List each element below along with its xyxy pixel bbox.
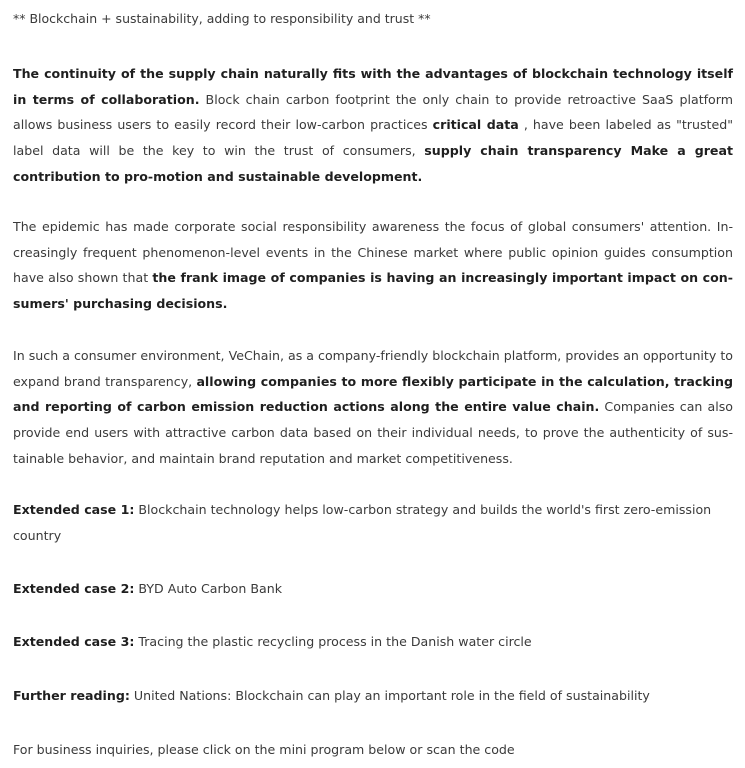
bold-phrase: The continuity of the supply chain naturally fits with the advantages of blockchain technology itself in terms of collaboration. [13,66,733,107]
case-text: Tracing the plastic recycling process in the Danish water circle [134,634,532,649]
paragraph-supply-chain [13,61,733,190]
further-reading[interactable] [13,683,733,709]
extended-case-3[interactable] [13,629,733,655]
further-reading-text: United Nations: Blockchain can play an important role in the field of sustainability [129,688,650,703]
body-text: , have been labeled as "trusted" label data will be the key to win the trust of consumers, [13,117,733,159]
bold-phrase: supply chain transparency Make a great contribution to pro-motion and sustainable development. [13,143,733,184]
extended-case-2[interactable] [13,576,733,602]
body-text: Block chain carbon footprint the only chain to provide retroactive SaaS platform allows business users to easily record their low-carbon practices [13,91,733,133]
bold-phrase: allowing companies to more flexibly participate in the calculation, tracking and reporting of carbon emission reduction actions along the entire value chain. [13,373,733,415]
body-text: Companies can also provide end users with attractive carbon data based on their individual needs, to prove the authenticity of sus-tainable behavior, and maintain brand reputation and market competitiveness. [13,399,733,466]
business-inquiry: For business inquiries, please click on the mini program below or scan the code [13,742,515,757]
bold-phrase: the frank image of companies is having an increasingly important impact on con-sumers' purchasing decisions. [13,270,733,312]
case-label: Extended case 1: [13,502,135,517]
case-label: Extended case 3: [13,634,135,649]
case-text: Blockchain technology helps low-carbon strategy and builds the world's first zero-emission country [13,502,712,543]
case-text: BYD Auto Carbon Bank [134,581,283,596]
paragraph-epidemic [13,214,733,317]
paragraph-vechain [13,343,733,472]
case-label: Extended case 2: [13,581,135,596]
article-heading: ** Blockchain + sustainability, adding to responsibility and trust ** [13,11,431,26]
extended-case-1[interactable] [13,497,733,548]
body-text: In such a consumer environment, VeChain, as a company-friendly blockchain platform, provides an opportunity to expand brand transparency, [13,348,733,389]
body-text: The epidemic has made corporate social responsibility awareness the focus of global consumers' attention. In-creasingly frequent phenomenon-level events in the Chinese market where public opinion guides consumption have also shown that [13,219,733,286]
further-reading-label: Further reading: [13,688,130,703]
bold-phrase: critical data [432,117,519,133]
